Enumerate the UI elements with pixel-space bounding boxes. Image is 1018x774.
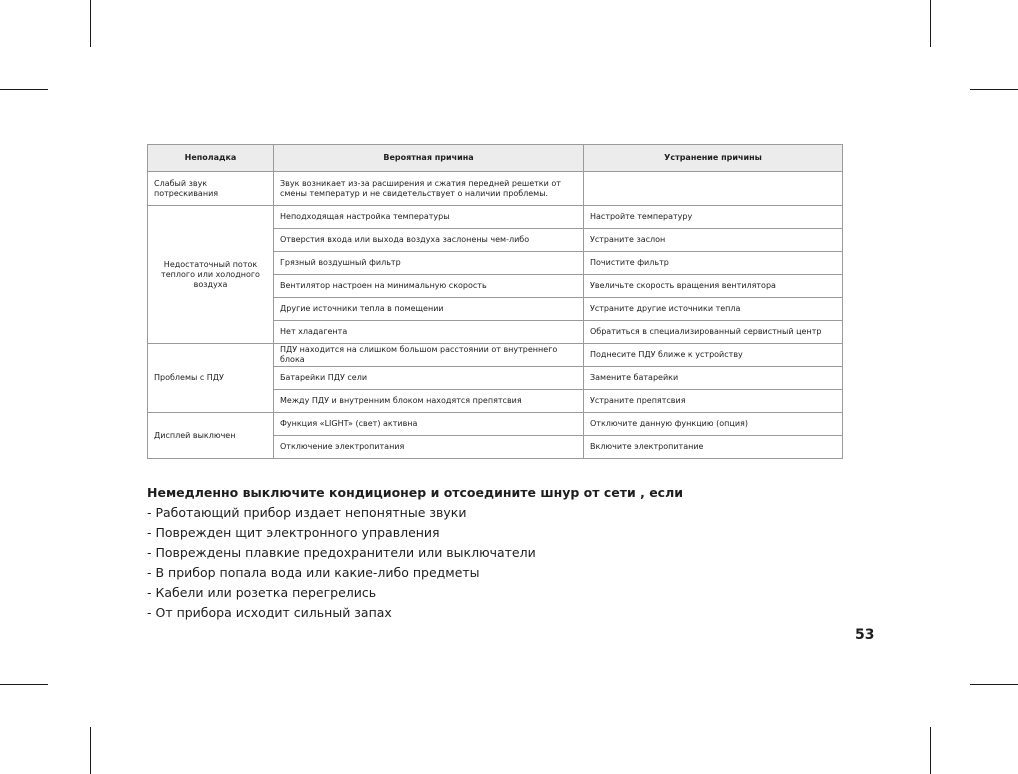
crop-mark [970,684,1018,685]
fix-cell: Поднесите ПДУ ближе к устройству [584,344,843,367]
troubleshooting-table [147,144,843,459]
header-fix: Устранение причины [584,145,843,172]
fix-cell: Устраните другие источники тепла [584,298,843,321]
problem-cell: Недостаточный поток теплого или холодного воздуха [148,206,274,344]
cause-cell: Грязный воздушный фильтр [274,252,584,275]
table-header-row [148,145,843,172]
table-row [148,413,843,436]
cause-cell: Между ПДУ и внутренним блоком находятся препятсвия [274,390,584,413]
cause-cell: Вентилятор настроен на минимальную скорость [274,275,584,298]
warning-item: - В прибор попала вода или какие-либо предметы [147,565,480,580]
cause-cell: Неподходящая настройка температуры [274,206,584,229]
warning-item: - Работающий прибор издает непонятные звуки [147,505,467,520]
fix-cell: Отключите данную функцию (опция) [584,413,843,436]
crop-mark [0,684,48,685]
fix-cell: Настройте температуру [584,206,843,229]
warning-title: Немедленно выключите кондиционер и отсоедините шнур от сети , если [147,485,684,500]
cause-cell: Батарейки ПДУ сели [274,367,584,390]
cause-cell: Звук возникает из-за расширения и сжатия передней решетки от смены температур и не свидетельствует о наличии проблемы. [274,172,584,206]
fix-cell [584,172,843,206]
warning-block [147,483,683,623]
cause-cell: Функция «LIGHT» (свет) активна [274,413,584,436]
problem-cell: Слабый звук потрескивания [148,172,274,206]
cause-cell: Отключение электропитания [274,436,584,459]
crop-mark [90,727,91,774]
fix-cell: Устраните заслон [584,229,843,252]
page-number: 53 [855,627,875,643]
crop-mark [970,89,1018,90]
table-row [148,206,843,229]
cause-cell: ПДУ находится на слишком большом расстоянии от внутреннего блока [274,344,584,367]
problem-cell: Дисплей выключен [148,413,274,459]
warning-item: - Кабели или розетка перегрелись [147,585,377,600]
table-row [148,172,843,206]
cause-cell: Другие источники тепла в помещении [274,298,584,321]
table-row [148,344,843,367]
crop-mark [90,0,91,47]
fix-cell: Обратиться в специализированный сервистный центр [584,321,843,344]
header-cause: Вероятная причина [274,145,584,172]
fix-cell: Включите электропитание [584,436,843,459]
fix-cell: Устраните препятсвия [584,390,843,413]
cause-cell: Нет хладагента [274,321,584,344]
crop-mark [930,727,931,774]
crop-mark [930,0,931,47]
header-problem: Неполадка [148,145,274,172]
cause-cell: Отверстия входа или выхода воздуха заслонены чем-либо [274,229,584,252]
fix-cell: Почистите фильтр [584,252,843,275]
crop-mark [0,89,48,90]
warning-item: - Повреждены плавкие предохранители или выключатели [147,545,536,560]
problem-cell: Проблемы с ПДУ [148,344,274,413]
warning-item: - От прибора исходит сильный запах [147,605,392,620]
fix-cell: Увеличьте скорость вращения вентилятора [584,275,843,298]
fix-cell: Замените батарейки [584,367,843,390]
warning-item: - Поврежден щит электронного управления [147,525,440,540]
